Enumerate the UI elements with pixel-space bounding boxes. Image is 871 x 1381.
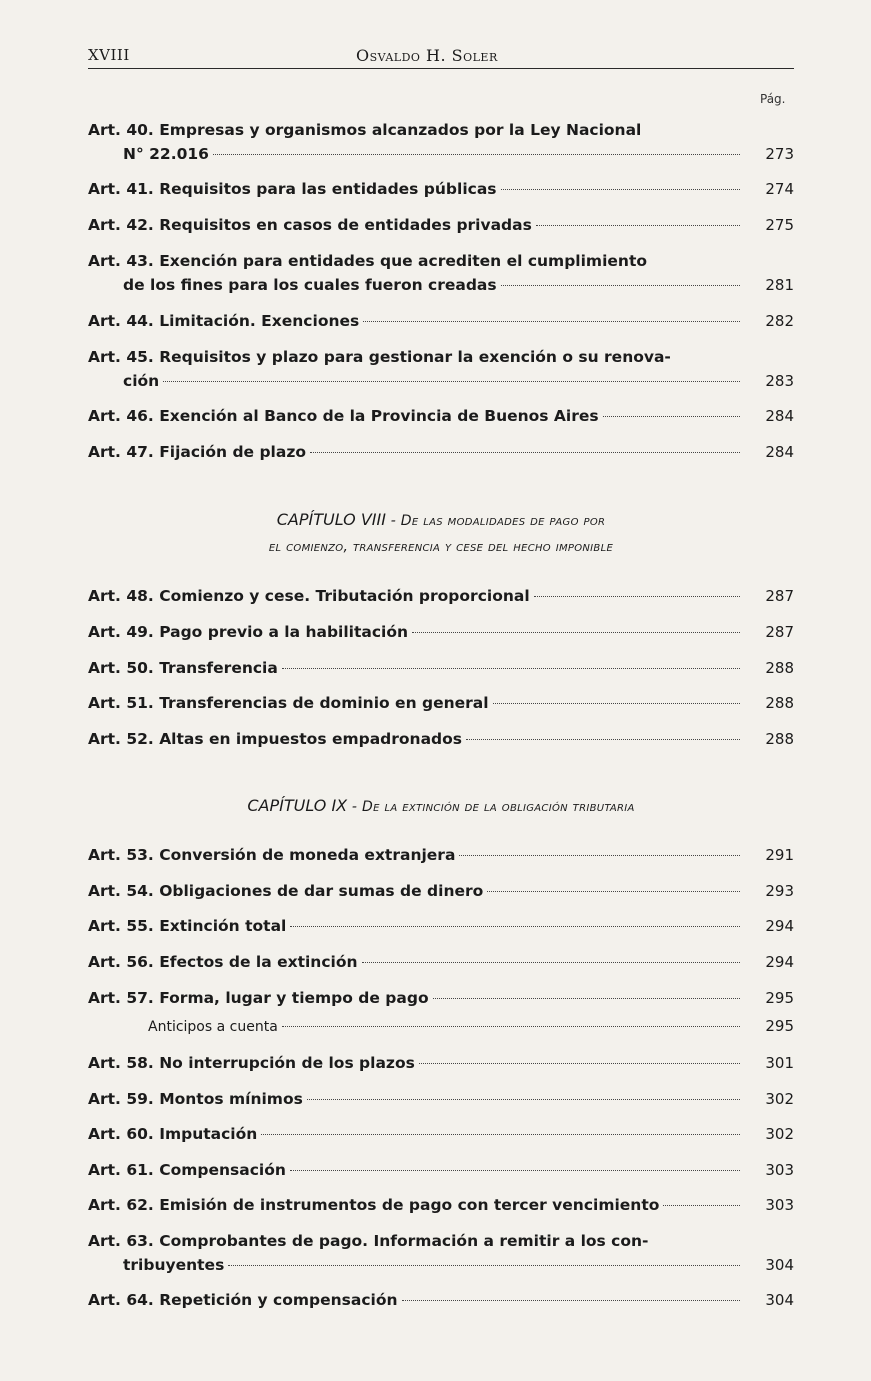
toc-entry: Art. 44. Limitación. Exenciones 282 [88, 312, 794, 330]
toc-entry: Art. 40. Empresas y organismos alcanzados por la Ley Nacional N° 22.016 273 [88, 121, 794, 163]
chapter-heading: CAPÍTULO IX - De la extinción de la obligación tributaria [247, 796, 635, 815]
page-numeral: XVIII [88, 46, 130, 64]
toc-entry: Art. 58. No interrupción de los plazos 301 [88, 1054, 794, 1072]
toc-entry: Art. 47. Fijación de plazo 284 [88, 443, 794, 461]
toc-entry: Art. 59. Montos mínimos 302 [88, 1090, 794, 1108]
toc-entry: Art. 43. Exención para entidades que acrediten el cumplimiento de los fines para los cuales fueron creadas 281 [88, 252, 794, 294]
toc-entry: Art. 53. Conversión de moneda extranjera 291 [88, 846, 794, 864]
toc-entry: Art. 60. Imputación 302 [88, 1125, 794, 1143]
toc-entry: Art. 48. Comienzo y cese. Tributación proporcional 287 [88, 587, 794, 605]
toc-entry: Art. 49. Pago previo a la habilitación 287 [88, 623, 794, 641]
toc-entry: Art. 41. Requisitos para las entidades públicas 274 [88, 180, 794, 198]
toc-entry: Art. 61. Compensación 303 [88, 1161, 794, 1179]
author-name: Osvaldo H. Soler [356, 46, 498, 65]
toc-entry: Art. 64. Repetición y compensación 304 [88, 1291, 794, 1309]
toc-entry: Art. 62. Emisión de instrumentos de pago con tercer vencimiento 303 [88, 1196, 794, 1214]
toc-entry: Art. 54. Obligaciones de dar sumas de dinero 293 [88, 882, 794, 900]
chapter-heading: CAPÍTULO VIII - De las modalidades de pago por el comienzo, transferencia y cese del hecho imponible [268, 510, 614, 555]
toc-subentry: Anticipos a cuenta 295 [148, 1017, 794, 1035]
toc-entry: Art. 52. Altas en impuestos empadronados 288 [88, 730, 794, 748]
toc-entry: Art. 45. Requisitos y plazo para gestionar la exención o su renova- ción 283 [88, 348, 794, 390]
toc-entry: Art. 46. Exención al Banco de la Provincia de Buenos Aires 284 [88, 407, 794, 425]
toc-entry: Art. 63. Comprobantes de pago. Información a remitir a los con- tribuyentes 304 [88, 1232, 794, 1274]
toc-entry: Art. 51. Transferencias de dominio en general 288 [88, 694, 794, 712]
page-column-label: Pág. [760, 92, 786, 106]
toc-entry: Art. 55. Extinción total 294 [88, 917, 794, 935]
toc-entry: Art. 57. Forma, lugar y tiempo de pago 295 [88, 989, 794, 1007]
toc-entry: Art. 56. Efectos de la extinción 294 [88, 953, 794, 971]
toc-entry: Art. 42. Requisitos en casos de entidades privadas 275 [88, 216, 794, 234]
toc-entry: Art. 50. Transferencia 288 [88, 659, 794, 677]
running-header [88, 42, 794, 69]
